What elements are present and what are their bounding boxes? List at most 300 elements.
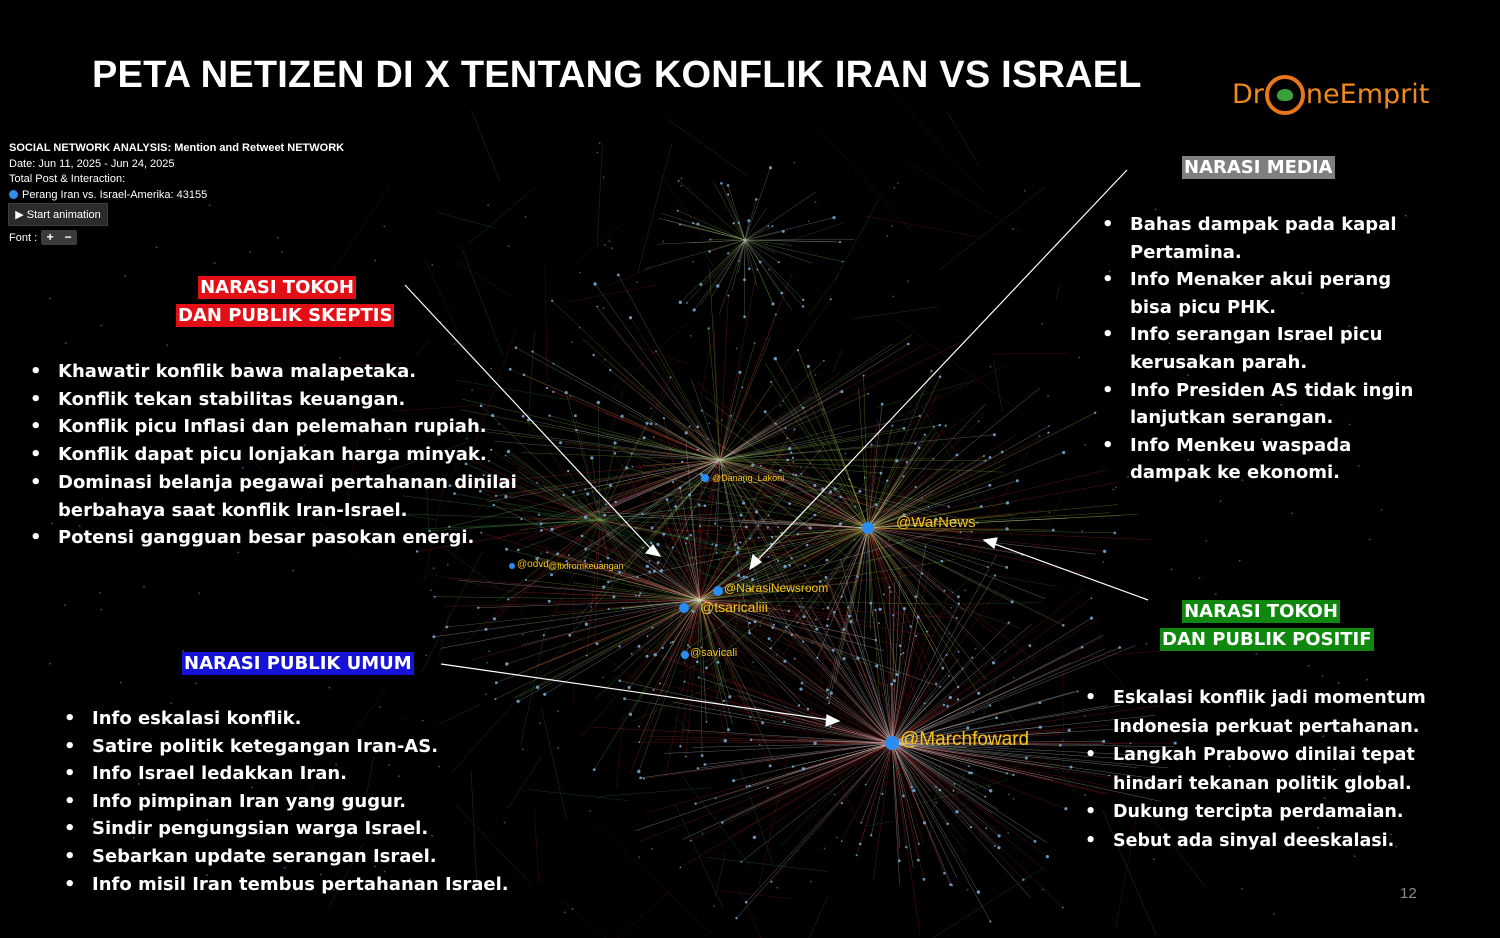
- network-node: [943, 872, 946, 875]
- network-node: [699, 283, 702, 286]
- network-node: [768, 515, 770, 517]
- network-node: [823, 360, 825, 362]
- network-node: [902, 652, 904, 654]
- network-node: [790, 451, 792, 453]
- list-item: • Sebarkan update serangan Israel.: [64, 843, 509, 871]
- network-node: [1308, 665, 1310, 667]
- network-node: [840, 496, 842, 498]
- network-node: [945, 425, 947, 427]
- network-node: [65, 342, 67, 344]
- node-label-savicali: @savicali: [690, 647, 738, 659]
- network-node: [925, 546, 927, 548]
- network-node: [646, 422, 649, 425]
- font-decrease-button[interactable]: −: [64, 230, 72, 244]
- network-node: [832, 216, 835, 219]
- sna-heading: SOCIAL NETWORK ANALYSIS: Mention and Retweet NETWORK: [9, 142, 345, 154]
- network-node: [797, 349, 799, 351]
- network-node: [690, 840, 692, 842]
- network-node: [1012, 774, 1014, 776]
- network-node: [761, 721, 764, 724]
- network-node: [794, 428, 796, 430]
- network-node: [841, 840, 843, 842]
- network-node: [870, 444, 872, 446]
- network-node: [785, 626, 787, 628]
- network-node: [692, 261, 694, 263]
- network-node: [596, 642, 599, 645]
- network-node: [433, 567, 435, 569]
- network-node: [856, 854, 858, 856]
- network-node: [897, 182, 899, 184]
- network-node: [1062, 451, 1065, 454]
- network-node: [732, 779, 735, 782]
- network-node: [781, 292, 784, 295]
- network-node: [995, 716, 998, 719]
- network-node: [1041, 323, 1043, 325]
- network-node: [493, 617, 496, 620]
- network-node: [680, 867, 682, 869]
- network-node: [826, 689, 829, 692]
- network-node: [994, 574, 996, 576]
- network-node: [960, 532, 962, 534]
- network-node: [559, 441, 562, 444]
- network-node: [698, 677, 700, 679]
- network-node: [686, 302, 688, 304]
- network-node: [727, 184, 730, 187]
- sna-topic: [9, 188, 344, 204]
- font-increase-button[interactable]: +: [46, 230, 54, 244]
- network-node: [1220, 500, 1222, 502]
- network-node: [815, 201, 817, 203]
- network-node: [622, 607, 624, 609]
- network-node: [1062, 907, 1064, 909]
- network-node: [531, 350, 533, 352]
- network-node: [607, 581, 609, 583]
- network-node: [800, 473, 802, 475]
- network-node: [651, 627, 653, 629]
- network-node: [651, 527, 654, 530]
- network-node: [646, 655, 649, 658]
- network-node: [748, 267, 751, 270]
- network-node: [742, 576, 745, 579]
- network-node: [568, 634, 571, 637]
- network-node: [907, 280, 909, 282]
- network-node: [632, 466, 634, 468]
- network-node: [772, 225, 774, 227]
- network-node: [768, 225, 770, 227]
- media-list: [1102, 211, 1413, 487]
- network-node: [794, 658, 796, 660]
- network-node: [623, 697, 626, 700]
- network-node: [570, 395, 572, 397]
- network-node: [755, 510, 758, 513]
- network-node: [987, 566, 989, 568]
- node-label-warnews: @WarNews: [896, 514, 976, 531]
- network-node: [893, 679, 896, 682]
- network-node: [988, 484, 991, 487]
- network-node: [727, 193, 729, 195]
- network-node: [720, 527, 722, 529]
- list-item: • Sindir pengungsian warga Israel.: [64, 815, 509, 843]
- network-node: [859, 843, 862, 846]
- network-node: [696, 223, 699, 226]
- network-node: [488, 650, 490, 652]
- network-node: [930, 370, 932, 372]
- network-node: [809, 526, 812, 529]
- network-node: [625, 466, 628, 469]
- network-node: [1273, 913, 1275, 915]
- network-node: [752, 661, 754, 663]
- list-item: dampak ke ekonomi.: [1130, 462, 1341, 484]
- network-node: [720, 182, 723, 185]
- network-node: [653, 570, 656, 573]
- network-node: [643, 778, 645, 780]
- network-node: [628, 688, 630, 690]
- network-node: [839, 522, 842, 525]
- list-item: • Potensi gangguan besar pasokan energi.: [30, 524, 517, 552]
- network-node: [816, 657, 818, 659]
- network-node: [791, 634, 793, 636]
- network-node: [783, 565, 786, 568]
- network-node: [522, 634, 524, 636]
- network-node: [572, 491, 575, 494]
- network-node: [739, 541, 741, 543]
- network-node: [917, 859, 920, 862]
- network-node: [748, 632, 751, 635]
- network-node: [653, 689, 655, 691]
- network-node: [639, 741, 641, 743]
- network-node: [508, 245, 510, 247]
- network-node: [1171, 569, 1173, 571]
- network-node: [939, 424, 942, 427]
- network-node: [1369, 539, 1371, 541]
- network-node: [738, 260, 740, 262]
- network-node: [962, 668, 964, 670]
- network-node: [517, 700, 520, 703]
- network-node: [430, 589, 432, 591]
- network-node: [553, 363, 555, 365]
- network-node: [648, 571, 651, 574]
- network-node: [564, 911, 566, 913]
- network-node: [983, 455, 985, 457]
- network-node: [989, 456, 992, 459]
- network-node: [917, 616, 920, 619]
- topic-dot-icon: [9, 190, 18, 199]
- network-node: [711, 543, 713, 545]
- node-label-marchfoward: @Marchfoward: [900, 729, 1030, 750]
- network-node: [714, 523, 716, 525]
- network-node: [967, 889, 969, 891]
- network-node: [770, 640, 772, 642]
- node-label-danang: @Danang_Lakoni: [712, 473, 785, 483]
- network-node: [786, 459, 789, 462]
- network-node: [706, 721, 708, 723]
- network-node: [834, 487, 837, 490]
- list-item: kerusakan parah.: [1130, 351, 1308, 373]
- network-node: [49, 663, 51, 665]
- network-node: [209, 204, 211, 206]
- network-node: [826, 697, 828, 699]
- network-node: [565, 391, 568, 394]
- network-node: [690, 534, 693, 537]
- network-node: [911, 786, 913, 788]
- network-node: [1081, 646, 1084, 649]
- network-node: [1118, 646, 1121, 649]
- network-node: [1091, 597, 1093, 599]
- network-node: [879, 608, 882, 611]
- network-node: [946, 823, 949, 826]
- network-node: [849, 620, 852, 623]
- network-node: [949, 696, 952, 699]
- network-node: [101, 325, 103, 327]
- network-node: [989, 704, 991, 706]
- network-node: [949, 883, 952, 886]
- network-node: [935, 802, 937, 804]
- network-node: [426, 655, 428, 657]
- network-node: [918, 447, 921, 450]
- network-node: [953, 790, 955, 792]
- network-node: [813, 484, 816, 487]
- network-node: [912, 789, 915, 792]
- network-node: [968, 771, 971, 774]
- network-node: [543, 693, 546, 696]
- network-node: [692, 222, 694, 224]
- network-node: [956, 454, 959, 457]
- network-node: [702, 832, 704, 834]
- network-node: [1008, 622, 1010, 624]
- network-node: [592, 354, 594, 356]
- list-item: • Khawatir konflik bawa malapetaka.: [30, 358, 517, 386]
- network-node: [771, 536, 773, 538]
- network-node: [1047, 432, 1049, 434]
- network-node: [575, 429, 577, 431]
- network-node: [1084, 444, 1086, 446]
- heading-umum-label: NARASI PUBLIK UMUM: [184, 653, 412, 674]
- network-node: [1049, 512, 1051, 514]
- list-item: bisa picu PHK.: [1130, 296, 1277, 318]
- network-node: [99, 592, 101, 594]
- network-node: [584, 548, 587, 551]
- network-node: [727, 728, 730, 731]
- network-node: [639, 777, 642, 780]
- network-node: [742, 501, 745, 504]
- node-danang: [701, 474, 709, 482]
- network-node: [672, 546, 674, 548]
- list-item: • Info Menaker akui perang: [1102, 266, 1413, 294]
- network-node: [993, 433, 996, 436]
- network-node: [941, 667, 944, 670]
- network-node: [955, 810, 958, 813]
- network-node: [604, 244, 606, 246]
- node-odvd: [509, 563, 515, 569]
- network-node: [635, 528, 637, 530]
- network-node: [958, 602, 960, 604]
- network-node: [755, 198, 758, 201]
- network-node: [779, 469, 782, 472]
- network-node: [679, 224, 681, 226]
- network-node: [1079, 357, 1081, 359]
- network-node: [870, 520, 872, 522]
- network-node: [685, 543, 687, 545]
- network-node: [888, 540, 890, 542]
- network-node: [1064, 807, 1067, 810]
- network-node: [753, 836, 756, 839]
- network-node: [1002, 723, 1004, 725]
- network-node: [715, 544, 718, 547]
- network-node: [699, 525, 701, 527]
- network-node: [923, 878, 926, 881]
- network-node: [1103, 561, 1105, 563]
- heading-skeptis-line2: DAN PUBLIK SKEPTIS: [178, 305, 393, 326]
- network-node: [802, 305, 804, 307]
- network-node: [764, 410, 767, 413]
- network-node: [738, 222, 740, 224]
- network-node: [767, 556, 769, 558]
- network-node: [924, 434, 926, 436]
- network-node: [941, 560, 944, 563]
- network-node: [543, 634, 545, 636]
- network-node: [609, 484, 612, 487]
- network-node: [1094, 412, 1096, 414]
- network-node: [195, 683, 197, 685]
- network-node: [581, 535, 584, 538]
- font-label: Font :: [9, 231, 38, 244]
- network-node: [477, 607, 479, 609]
- font-size-control: [9, 230, 77, 245]
- network-node: [604, 359, 606, 361]
- heading-media-label: NARASI MEDIA: [1184, 157, 1333, 178]
- network-node: [957, 595, 960, 598]
- network-node: [507, 598, 509, 600]
- network-node: [806, 544, 809, 547]
- network-node: [759, 744, 761, 746]
- network-node: [941, 658, 943, 660]
- network-node: [827, 618, 829, 620]
- network-node: [976, 522, 978, 524]
- network-node: [717, 661, 720, 664]
- network-node: [525, 216, 527, 218]
- network-node: [650, 407, 652, 409]
- list-item: • Info eskalasi konflik.: [64, 705, 509, 733]
- list-item: • Info misil Iran tembus pertahanan Israel.: [64, 871, 509, 899]
- network-node: [599, 142, 601, 144]
- network-node: [1006, 527, 1009, 530]
- network-node: [856, 657, 859, 660]
- network-node: [924, 703, 926, 705]
- network-node: [663, 241, 665, 243]
- network-node: [687, 644, 689, 646]
- network-node: [704, 504, 707, 507]
- heading-skeptis: [176, 274, 393, 330]
- node-warnews: [862, 522, 874, 534]
- network-node: [792, 457, 794, 459]
- network-node: [249, 251, 251, 253]
- network-node: [679, 745, 681, 747]
- network-node: [738, 371, 741, 374]
- network-node: [792, 765, 795, 768]
- network-node: [972, 711, 974, 713]
- network-node: [551, 300, 553, 302]
- network-node: [609, 369, 611, 371]
- network-node: [672, 641, 674, 643]
- network-node: [1039, 435, 1041, 437]
- heading-umum: [182, 650, 414, 678]
- network-node: [120, 682, 122, 684]
- network-node: [579, 272, 581, 274]
- network-node: [716, 552, 718, 554]
- network-node: [740, 861, 742, 863]
- network-node: [485, 628, 488, 631]
- network-node: [775, 423, 777, 425]
- start-animation-button[interactable]: ▶ Start animation: [8, 203, 108, 226]
- network-node: [536, 686, 539, 689]
- network-node: [804, 565, 806, 567]
- node-label-tsaricaliii: @tsaricaliii: [700, 599, 768, 615]
- network-node: [64, 604, 66, 606]
- network-node: [754, 342, 756, 344]
- network-node: [143, 586, 145, 588]
- network-node: [891, 425, 893, 427]
- network-node: [727, 295, 729, 297]
- network-node: [638, 595, 640, 597]
- network-node: [952, 591, 954, 593]
- network-node: [1090, 617, 1093, 620]
- network-node: [1001, 451, 1004, 454]
- network-node: [670, 642, 672, 644]
- network-node: [563, 494, 565, 496]
- network-node: [692, 610, 695, 613]
- node-marchfoward: [885, 736, 899, 750]
- network-node: [994, 845, 996, 847]
- network-node: [277, 237, 279, 239]
- network-node: [1103, 550, 1106, 553]
- network-node: [574, 414, 577, 417]
- network-node: [841, 802, 843, 804]
- network-node: [681, 461, 683, 463]
- network-node: [881, 793, 883, 795]
- network-node: [670, 376, 672, 378]
- network-node: [770, 881, 772, 883]
- network-node: [674, 505, 677, 508]
- network-node: [798, 704, 800, 706]
- network-node: [948, 633, 950, 635]
- network-node: [745, 526, 748, 529]
- network-node: [989, 920, 991, 922]
- network-node: [672, 481, 674, 483]
- network-node: [689, 426, 691, 428]
- network-node: [803, 615, 806, 618]
- network-node: [777, 560, 779, 562]
- network-node: [584, 488, 586, 490]
- network-node: [1005, 566, 1008, 569]
- network-node: [124, 275, 126, 277]
- network-node: [374, 260, 376, 262]
- network-node: [614, 452, 617, 455]
- list-item: • Langkah Prabowo dinilai tepat: [1085, 741, 1426, 770]
- network-node: [799, 688, 802, 691]
- network-node: [749, 630, 751, 632]
- network-node: [848, 615, 851, 618]
- network-node: [1381, 509, 1383, 511]
- network-node: [743, 315, 746, 318]
- network-node: [915, 635, 917, 637]
- list-item: • Info pimpinan Iran yang gugur.: [64, 788, 509, 816]
- network-node: [836, 837, 838, 839]
- node-label-odvd: @odvd: [517, 559, 549, 570]
- network-node: [631, 453, 633, 455]
- network-node: [1061, 740, 1063, 742]
- network-node: [842, 628, 845, 631]
- network-node: [788, 447, 791, 450]
